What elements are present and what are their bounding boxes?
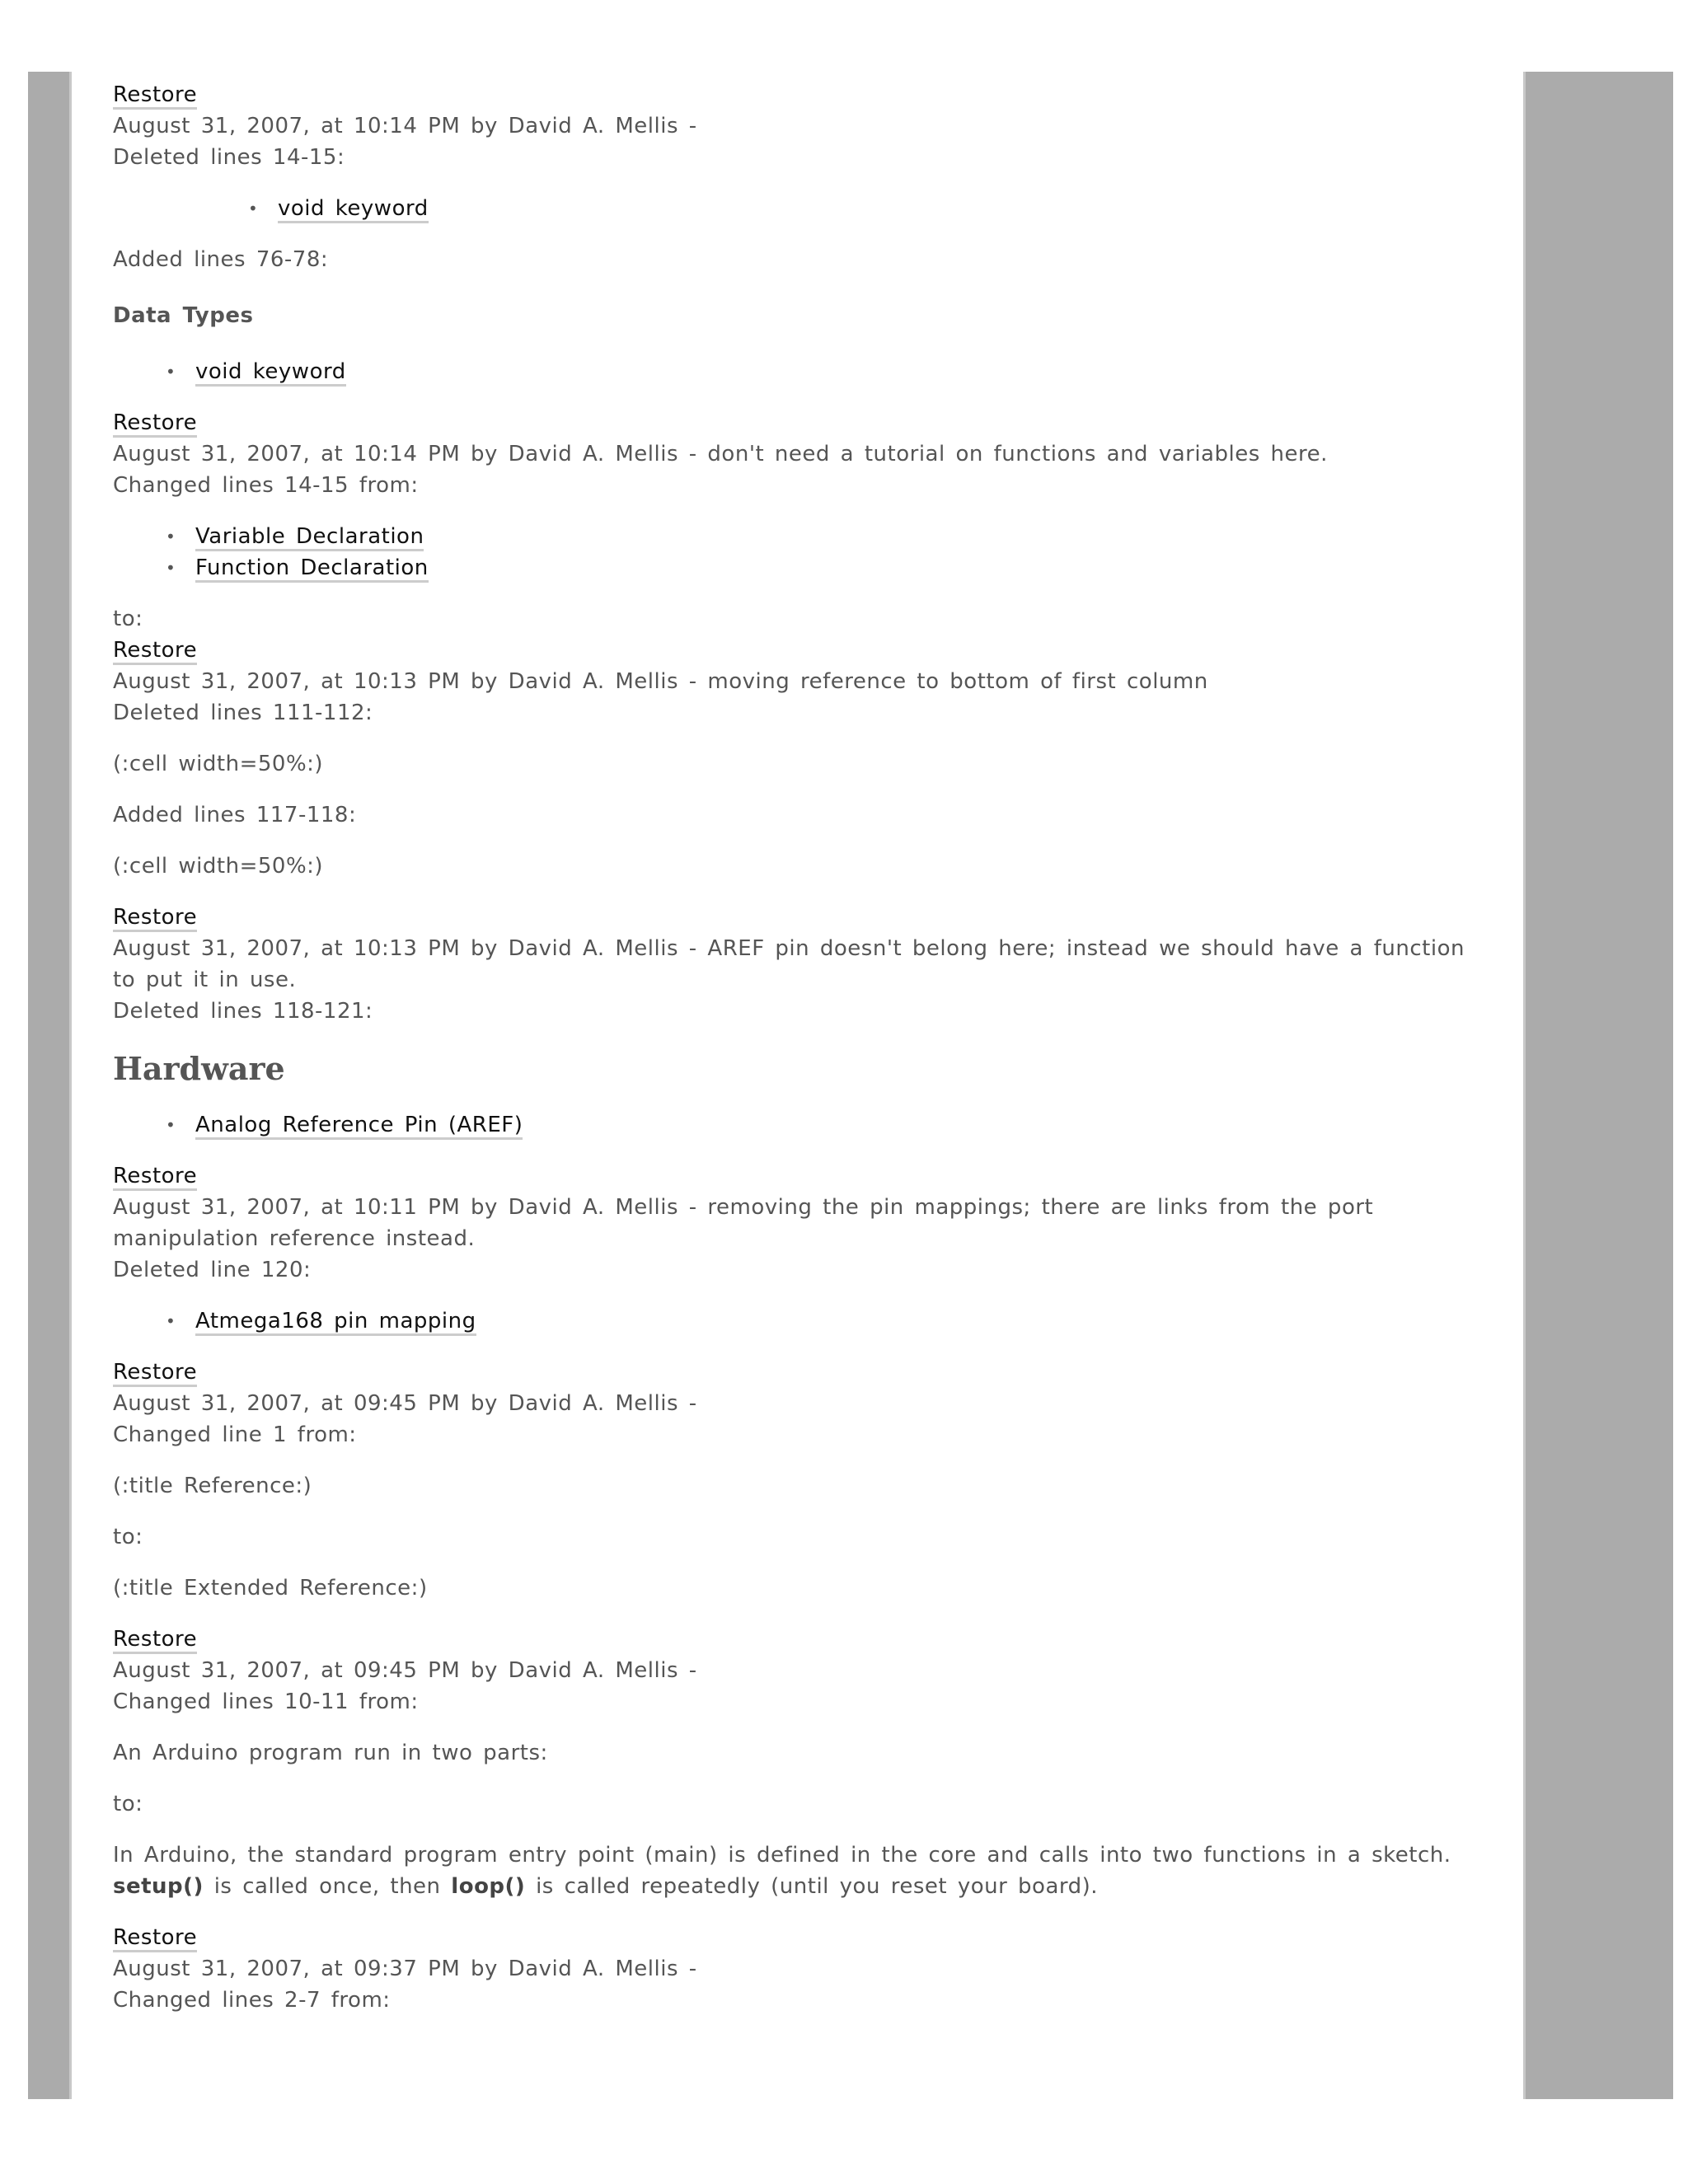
- entry-meta: August 31, 2007, at 10:13 PM by David A. Mellis - AREF pin doesn't belong here; instead we should have a function to put it in use.: [113, 936, 1465, 992]
- history-entry: [113, 635, 1473, 882]
- restore-link[interactable]: Restore: [113, 905, 197, 932]
- diff-text-part: is called once, then: [213, 1874, 441, 1899]
- diff-text: (:title Extended Reference:): [113, 1576, 428, 1601]
- change-description: Deleted lines 111-112:: [113, 701, 373, 725]
- function-declaration-link[interactable]: Function Declaration: [195, 555, 429, 583]
- deleted-list: [113, 1109, 1473, 1141]
- list-item: [113, 1109, 1473, 1141]
- change-description: Changed lines 2-7 from:: [113, 1988, 391, 2013]
- void-keyword-link[interactable]: void keyword: [195, 359, 346, 387]
- change-description: Changed line 1 from:: [113, 1422, 357, 1447]
- diff-text-part: is called repeatedly (until you reset your board).: [536, 1874, 1099, 1899]
- deleted-list: [113, 193, 1473, 224]
- left-sidebar-bar: [28, 72, 72, 2099]
- restore-link[interactable]: Restore: [113, 82, 197, 110]
- to-label: to:: [113, 607, 143, 631]
- right-sidebar-bar: [1523, 72, 1673, 2099]
- atmega168-pin-mapping-link[interactable]: Atmega168 pin mapping: [195, 1309, 476, 1336]
- to-label: to:: [113, 1525, 143, 1549]
- to-label: to:: [113, 1792, 143, 1816]
- change-description: Deleted lines 14-15:: [113, 145, 345, 170]
- history-entry: [113, 1160, 1473, 1337]
- changed-from-list: [113, 521, 1473, 583]
- diff-text: (:cell width=50%:): [113, 854, 324, 879]
- diff-text: (:title Reference:): [113, 1474, 312, 1498]
- entry-meta: August 31, 2007, at 10:14 PM by David A. Mellis - don't need a tutorial on functions and variables here.: [113, 442, 1328, 466]
- diff-text-rich: [113, 1840, 1473, 1902]
- change-description: Changed lines 14-15 from:: [113, 473, 419, 498]
- restore-link[interactable]: Restore: [113, 1164, 197, 1191]
- history-entry: [113, 407, 1473, 635]
- entry-meta: August 31, 2007, at 10:11 PM by David A. Mellis - removing the pin mappings; there are links from the port manipulation reference instead.: [113, 1195, 1374, 1251]
- restore-link[interactable]: Restore: [113, 1925, 197, 1952]
- deleted-list: [113, 1305, 1473, 1337]
- restore-link[interactable]: Restore: [113, 1627, 197, 1654]
- change-description: Added lines 117-118:: [113, 803, 357, 827]
- change-description: Added lines 76-78:: [113, 247, 329, 272]
- restore-link[interactable]: Restore: [113, 1360, 197, 1387]
- entry-meta: August 31, 2007, at 10:14 PM by David A. Mellis -: [113, 114, 697, 138]
- list-item: [113, 193, 1473, 224]
- diff-text: (:cell width=50%:): [113, 752, 324, 776]
- change-description: Deleted line 120:: [113, 1258, 312, 1282]
- restore-link[interactable]: Restore: [113, 410, 197, 438]
- variable-declaration-link[interactable]: Variable Declaration: [195, 524, 424, 551]
- restore-link[interactable]: Restore: [113, 638, 197, 665]
- entry-meta: August 31, 2007, at 09:37 PM by David A. Mellis -: [113, 1957, 697, 1981]
- history-entry: [113, 1624, 1473, 1902]
- history-entry: [113, 902, 1473, 1141]
- hardware-heading: Hardware: [113, 1050, 285, 1087]
- change-description: Changed lines 10-11 from:: [113, 1690, 419, 1714]
- change-description: Deleted lines 118-121:: [113, 999, 373, 1024]
- page-history-content: [113, 79, 1473, 2016]
- entry-meta: August 31, 2007, at 10:13 PM by David A. Mellis - moving reference to bottom of first column: [113, 669, 1208, 694]
- list-item: [113, 1305, 1473, 1337]
- list-item: [113, 521, 1473, 552]
- list-item: [113, 356, 1473, 387]
- diff-text: An Arduino program run in two parts:: [113, 1741, 548, 1765]
- entry-meta: August 31, 2007, at 09:45 PM by David A. Mellis -: [113, 1658, 697, 1683]
- analog-reference-pin-link[interactable]: Analog Reference Pin (AREF): [195, 1113, 523, 1140]
- history-entry: [113, 1922, 1473, 2016]
- list-item: [113, 552, 1473, 583]
- entry-meta: August 31, 2007, at 09:45 PM by David A. Mellis -: [113, 1391, 697, 1416]
- data-types-heading: Data Types: [113, 303, 254, 328]
- void-keyword-link[interactable]: void keyword: [278, 196, 429, 223]
- history-entry: [113, 1357, 1473, 1604]
- added-list: [113, 356, 1473, 387]
- diff-text-part: In Arduino, the standard program entry point (main) is defined in the core and calls into two functions in a sketch.: [113, 1843, 1451, 1868]
- loop-keyword: loop(): [451, 1874, 526, 1899]
- history-entry: [113, 79, 1473, 387]
- setup-keyword: setup(): [113, 1874, 204, 1899]
